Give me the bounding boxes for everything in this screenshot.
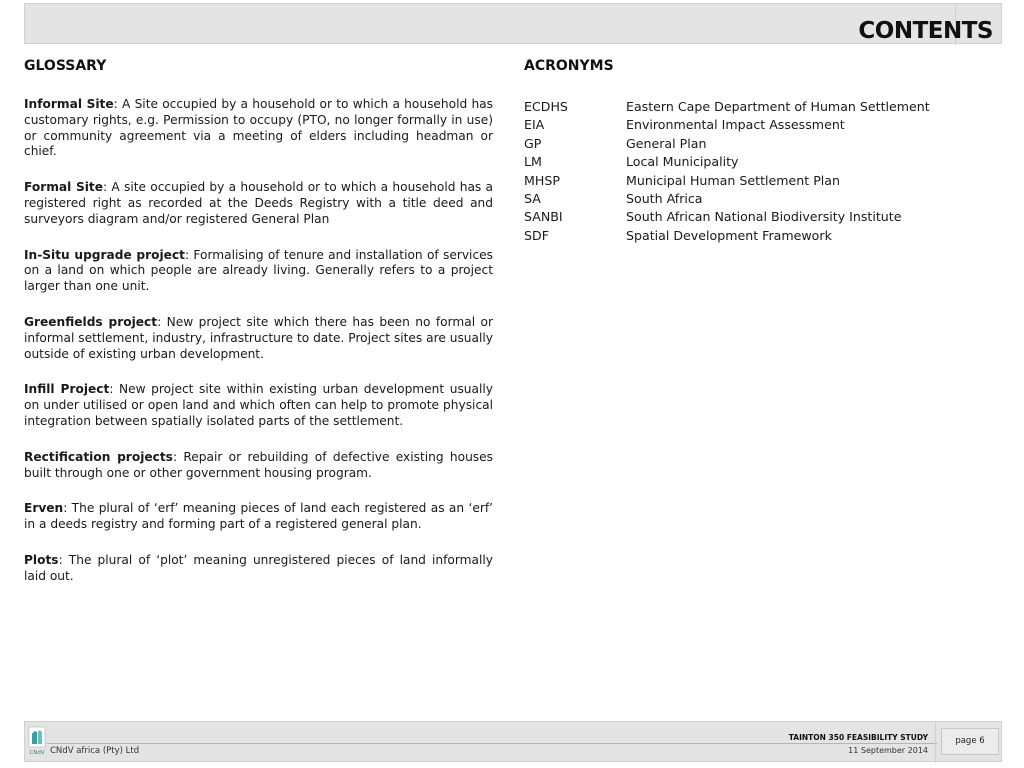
acronym-meaning: Environmental Impact Assessment	[626, 117, 845, 133]
acronym-row	[524, 190, 984, 208]
glossary-heading: GLOSSARY	[24, 58, 107, 74]
glossary-entry-formal-site	[24, 180, 493, 227]
acronym-meaning: Local Municipality	[626, 154, 739, 170]
acronym-meaning: Municipal Human Settlement Plan	[626, 172, 840, 188]
acronym-meaning: South African National Biodiversity Institute	[626, 209, 902, 225]
glossary-list	[24, 97, 493, 585]
glossary-term: In-Situ upgrade project	[24, 247, 186, 262]
glossary-definition: : The plural of ‘erf’ meaning pieces of land each registered as an ‘erf’ in a deeds registry and forming part of a registered general plan.	[24, 501, 493, 532]
glossary-term: Rectification projects	[24, 449, 173, 464]
glossary-definition: : A Site occupied by a household or to which a household has customary rights, e.g. Permission to occupy (PTO, no longer formally in use) or community agreement via a meeting of elders including headman or chief.	[24, 97, 493, 159]
glossary-definition: : A site occupied by a household or to which a household has a registered right as recorded at the Deeds Registry with a title deed and surveyors diagram and/or registered General Plan	[24, 180, 493, 226]
acronym-code: SANBI	[524, 209, 563, 225]
acronym-meaning: South Africa	[626, 191, 703, 207]
glossary-entry-rectification	[24, 450, 493, 482]
glossary-entry-plots	[24, 553, 493, 585]
glossary-entry-greenfields	[24, 315, 493, 362]
acronym-code: EIA	[524, 117, 545, 133]
footer-band	[24, 721, 1002, 762]
acronym-code: SDF	[524, 227, 549, 243]
glossary-entry-erven	[24, 501, 493, 533]
company-logo-icon	[28, 726, 46, 758]
glossary-entry-in-situ-upgrade	[24, 248, 493, 295]
footer-rule	[47, 743, 937, 744]
acronym-code: ECDHS	[524, 99, 568, 114]
glossary-definition: : Formalising of tenure and installation of services on a land on which people are already living. Generally refers to a project larger than one unit.	[24, 247, 493, 294]
acronym-row	[524, 153, 984, 171]
acronym-row	[524, 208, 984, 226]
acronym-meaning: General Plan	[626, 135, 707, 151]
acronym-row	[524, 227, 984, 245]
footer-study-title: TAINTON 350 FEASIBILITY STUDY	[788, 733, 928, 742]
glossary-definition: : New project site which there has been no formal or informal settlement, industry, infrastructure to date. Project sites are usually outside of existing urban development.	[24, 314, 493, 361]
acronym-row	[524, 116, 984, 134]
acronym-meaning: Spatial Development Framework	[626, 227, 832, 243]
acronym-code: SA	[524, 191, 541, 207]
glossary-term: Formal Site	[24, 180, 103, 195]
acronym-row	[524, 98, 984, 116]
glossary-definition: : Repair or rebuilding of defective existing houses built through one or other government housing program.	[24, 449, 494, 480]
acronym-code: LM	[524, 154, 542, 170]
glossary-term: Informal Site	[24, 97, 114, 111]
glossary-entry-infill	[24, 382, 493, 429]
acronym-code: MHSP	[524, 172, 560, 188]
footer-company-name: CNdV africa (Pty) Ltd	[50, 746, 140, 756]
footer-date: 11 September 2014	[848, 746, 928, 755]
glossary-term: Greenfields project	[24, 314, 158, 329]
page-title: CONTENTS	[858, 18, 993, 44]
acronym-row	[524, 172, 984, 190]
glossary-term: Erven	[24, 501, 64, 516]
glossary-definition: : The plural of ‘plot’ meaning unregistered pieces of land informally laid out.	[24, 552, 493, 583]
logo-text: CNdV	[29, 750, 45, 756]
acronym-row	[524, 135, 984, 153]
acronym-code: GP	[524, 135, 542, 151]
acronyms-heading: ACRONYMS	[524, 58, 614, 74]
header-band	[24, 3, 1002, 44]
glossary-definition: : New project site within existing urban development usually on under utilised or open land and which often can help to promote physical integration between spatially isolated parts of the settlement.	[24, 382, 493, 428]
acronym-meaning: Eastern Cape Department of Human Settlement	[626, 99, 930, 114]
footer-divider	[935, 722, 936, 763]
glossary-term: Infill Project	[24, 382, 110, 397]
acronyms-table	[524, 98, 984, 245]
glossary-term: Plots	[24, 552, 59, 567]
glossary-entry-informal-site	[24, 97, 493, 160]
page-number-box: page 6	[941, 728, 999, 755]
